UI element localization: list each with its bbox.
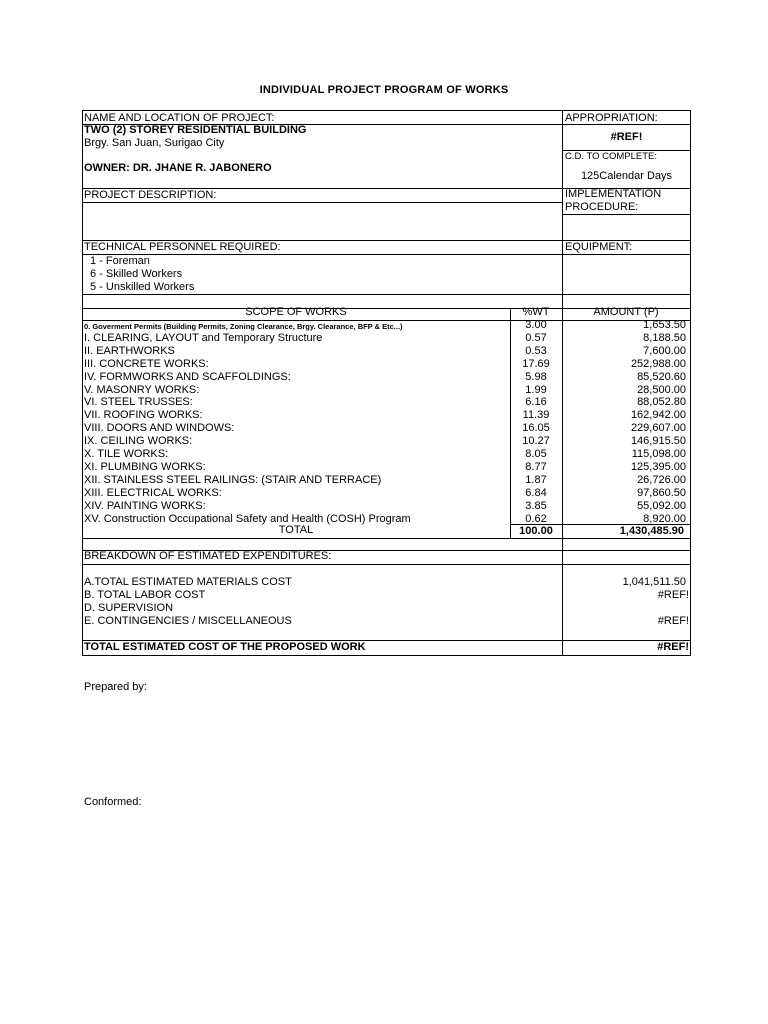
scope-row-description: VIII. DOORS AND WINDOWS: <box>84 422 235 435</box>
scope-row-wt: 0.57 <box>525 331 547 344</box>
grand-total-value: #REF! <box>657 641 689 653</box>
scope-row-amount: 85,520.60 <box>637 370 686 383</box>
personnel-item: 5 - Unskilled Workers <box>90 281 195 293</box>
personnel-item: 1 - Foreman <box>90 255 150 267</box>
border-top <box>82 110 691 111</box>
row-line <box>82 202 563 203</box>
scope-row-description: V. MASONRY WORKS: <box>84 383 200 396</box>
scope-row-amount: 146,915.50 <box>630 435 686 448</box>
scope-row-wt: 6.84 <box>525 486 547 499</box>
row-line <box>562 214 691 215</box>
scope-row-description: XV. Construction Occupational Safety and Health (COSH) Program <box>84 512 411 525</box>
breakdown-item-value: #REF! <box>657 615 689 627</box>
breakdown-item-label: E. CONTINGENCIES / MISCELLANEOUS <box>84 615 292 627</box>
scope-row-description: III. CONCRETE WORKS: <box>84 357 209 370</box>
scope-row-amount: 26,726.00 <box>637 473 686 486</box>
personnel-item: 6 - Skilled Workers <box>90 268 183 280</box>
scope-row-description: 0. Goverment Permits (Building Permits, Zoning Clearance, Brgy. Clearance, BFP & Etc...) <box>84 322 403 331</box>
scope-row-wt: 8.77 <box>525 460 547 473</box>
scope-row-amount: 8,188.50 <box>643 331 686 344</box>
conformed-label: Conformed: <box>84 796 142 808</box>
project-location: Brgy. San Juan, Surigao City <box>84 137 225 149</box>
breakdown-item-label: B. TOTAL LABOR COST <box>84 589 206 601</box>
equipment-label: EQUIPMENT: <box>565 241 633 253</box>
scope-row-amount: 88,052.80 <box>637 396 686 409</box>
row-line <box>82 294 691 295</box>
scope-row-amount: 252,988.00 <box>630 357 686 370</box>
border-left <box>82 110 83 656</box>
total-amount: 1,430,485.90 <box>619 525 684 537</box>
breakdown-item-label: A.TOTAL ESTIMATED MATERIALS COST <box>84 576 292 588</box>
scope-row-description: IX. CEILING WORKS: <box>84 435 193 448</box>
appropriation-label: APPROPRIATION: <box>565 112 658 124</box>
personnel-label: TECHNICAL PERSONNEL REQUIRED: <box>84 241 281 253</box>
project-description-label: PROJECT DESCRIPTION: <box>84 189 217 201</box>
prepared-by-label: Prepared by: <box>84 681 147 693</box>
breakdown-item-value: #REF! <box>657 589 689 601</box>
scope-row-wt: 16.05 <box>522 422 550 435</box>
appropriation-value: #REF! <box>610 131 643 143</box>
scope-row-amount: 8,920.00 <box>643 512 686 525</box>
scope-row-description: IV. FORMWORKS AND SCAFFOLDINGS: <box>84 370 291 383</box>
scope-row-description: VI. STEEL TRUSSES: <box>84 396 193 409</box>
scope-row-description: I. CLEARING, LAYOUT and Temporary Structure <box>84 331 323 344</box>
cd-complete-label: C.D. TO COMPLETE: <box>565 151 658 162</box>
scope-row-amount: 162,942.00 <box>630 409 686 422</box>
project-name: TWO (2) STOREY RESIDENTIAL BUILDING <box>84 124 307 136</box>
scope-row-wt: 0.62 <box>525 512 547 525</box>
amount-header: AMOUNT (P) <box>593 306 659 318</box>
scope-row-wt: 3.85 <box>525 499 547 512</box>
page-title: INDIVIDUAL PROJECT PROGRAM OF WORKS <box>259 84 509 96</box>
row-line <box>82 254 691 255</box>
row-line <box>82 538 691 539</box>
breakdown-item-value: 1,041,511.50 <box>622 576 686 588</box>
scope-row-amount: 1,653.50 <box>643 319 686 331</box>
grand-total-label: TOTAL ESTIMATED COST OF THE PROPOSED WORK <box>84 641 366 653</box>
border-bottom <box>82 655 691 656</box>
scope-row-description: II. EARTHWORKS <box>84 344 175 357</box>
scope-row-wt: 11.39 <box>522 409 550 422</box>
scope-row-description: X. TILE WORKS: <box>84 448 169 460</box>
scope-row-description: XI. PLUMBING WORKS: <box>84 460 206 473</box>
scope-header: SCOPE OF WORKS <box>245 306 347 318</box>
row-line <box>82 564 691 565</box>
scope-row-amount: 7,600.00 <box>643 344 686 357</box>
scope-row-wt: 5.98 <box>525 370 547 383</box>
scope-row-wt: 0.53 <box>525 344 547 357</box>
scope-row-description: XIV. PAINTING WORKS: <box>84 499 206 512</box>
scope-row-amount: 115,098.00 <box>631 448 686 460</box>
implementation-label-line2: PROCEDURE: <box>565 201 639 213</box>
scope-row-amount: 97,860.50 <box>637 486 686 499</box>
scope-row-wt: 1.99 <box>525 383 547 396</box>
border-right <box>690 110 691 656</box>
scope-row-description: VII. ROOFING WORKS: <box>84 409 203 422</box>
scope-row-wt: 3.00 <box>525 319 547 331</box>
scope-row-description: XII. STAINLESS STEEL RAILINGS: (STAIR AND TERRACE) <box>84 473 382 486</box>
scope-row-amount: 55,092.00 <box>637 499 686 512</box>
wt-header: %WT <box>522 306 550 318</box>
implementation-label-line1: IMPLEMENTATION <box>565 188 662 200</box>
scope-row-wt: 1.87 <box>525 473 547 486</box>
scope-row-amount: 229,607.00 <box>630 422 686 435</box>
scope-row-wt: 8.05 <box>525 448 547 460</box>
owner-name: OWNER: DR. JHANE R. JABONERO <box>84 162 272 174</box>
scope-row-amount: 125,395.00 <box>630 460 686 473</box>
total-label: TOTAL <box>278 524 314 536</box>
scope-row-amount: 28,500.00 <box>637 383 686 396</box>
breakdown-item-label: D. SUPERVISION <box>84 602 174 614</box>
breakdown-label: BREAKDOWN OF ESTIMATED EXPENDITURES: <box>84 550 332 562</box>
scope-row-description: XIII. ELECTRICAL WORKS: <box>84 486 222 499</box>
cd-complete-value: 125Calendar Days <box>580 170 673 182</box>
total-wt: 100.00 <box>519 525 553 537</box>
project-name-label: NAME AND LOCATION OF PROJECT: <box>84 112 275 124</box>
scope-row-wt: 10.27 <box>522 435 550 448</box>
program-of-works-table <box>82 110 691 656</box>
scope-row-wt: 6.16 <box>525 396 547 409</box>
scope-row-wt: 17.69 <box>522 357 550 370</box>
